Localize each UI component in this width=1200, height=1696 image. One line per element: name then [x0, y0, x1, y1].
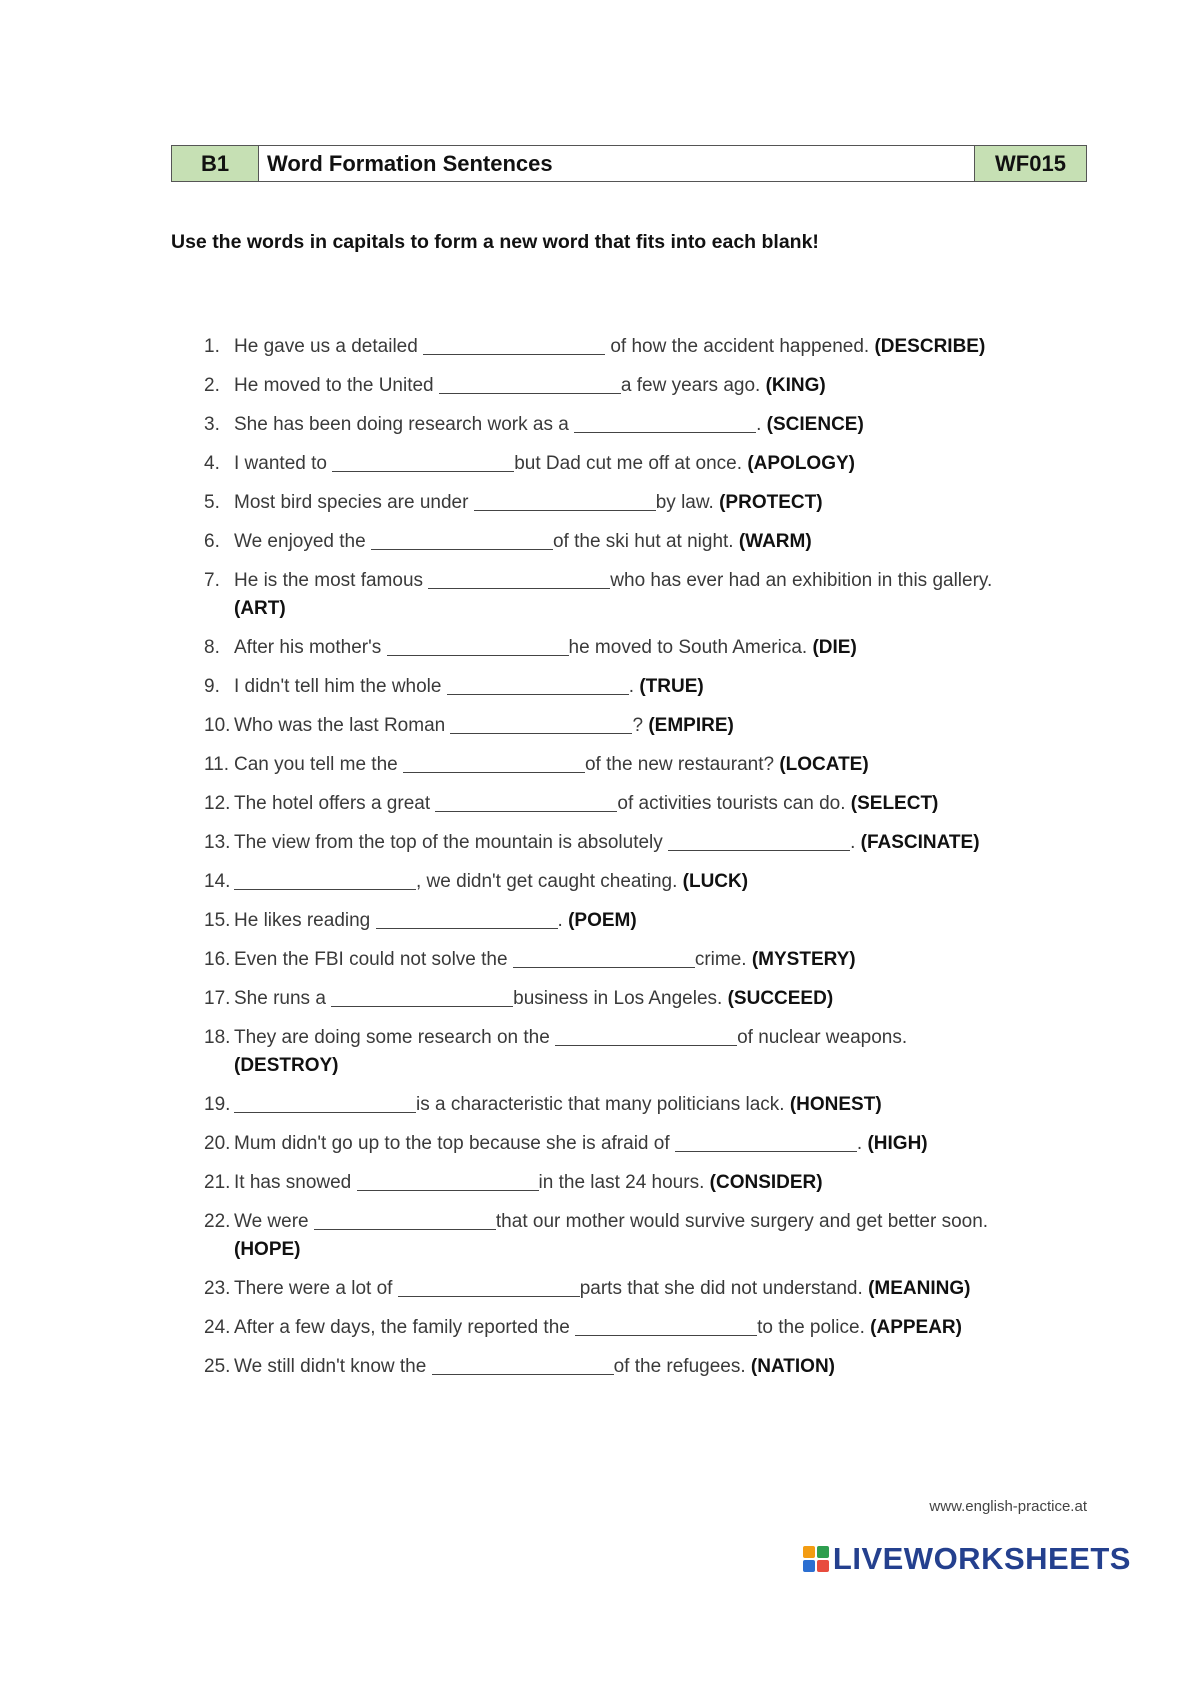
exercise-sentence — [234, 528, 1104, 556]
instructions: Use the words in capitals to form a new word that fits into each blank! — [171, 231, 819, 253]
sentence-before-text: They are doing some research on the — [234, 1027, 556, 1048]
sentence-after-text: is a characteristic that many politicians lack. — [416, 1094, 790, 1115]
answer-blank — [513, 949, 695, 968]
exercise-item — [204, 333, 1104, 361]
sentence-before-text: He moved to the United — [234, 375, 439, 396]
exercise-sentence — [234, 868, 1104, 896]
exercise-sentence — [234, 985, 1104, 1013]
answer-blank — [575, 1317, 757, 1336]
exercise-number: 10. — [204, 715, 231, 736]
logo-text: LIVEWORKSHEETS — [832, 1541, 1131, 1576]
exercise-item — [204, 1024, 1104, 1080]
keyword-word: (WARM) — [738, 531, 812, 552]
keyword-word: (MEANING) — [868, 1278, 971, 1299]
answer-blank — [376, 910, 558, 929]
sentence-after-text: . — [856, 1133, 868, 1154]
exercise-number: 14. — [204, 871, 231, 892]
keyword-word: (MYSTERY) — [751, 949, 856, 970]
answer-blank — [403, 754, 585, 773]
sentence-after-text: who has ever had an exhibition in this gallery. — [610, 570, 993, 591]
answer-blank — [439, 375, 621, 394]
sentence-after-text: . — [756, 414, 767, 435]
sentence-after-text: business in Los Angeles. — [513, 988, 728, 1009]
keyword-word: (FASCINATE) — [860, 832, 980, 853]
sentence-after-text: in the last 24 hours. — [538, 1172, 710, 1193]
exercise-item — [204, 829, 1104, 857]
logo-icon-block — [803, 1560, 815, 1572]
exercise-number: 19. — [204, 1094, 231, 1115]
sentence-after-text: but Dad cut me off at once. — [514, 453, 748, 474]
exercise-item — [204, 372, 1104, 400]
answer-blank — [435, 793, 617, 812]
sentence-after-text: of the refugees. — [613, 1356, 751, 1377]
liveworksheets-logo — [803, 1541, 1131, 1577]
exercise-number: 11. — [204, 754, 230, 775]
exercise-sentence — [234, 907, 1104, 935]
sentence-before-text: The hotel offers a great — [234, 793, 436, 814]
exercise-number: 1. — [204, 336, 220, 357]
keyword-word: (LUCK) — [682, 871, 749, 892]
keyword-word: (HIGH) — [867, 1133, 928, 1154]
exercise-item — [204, 489, 1104, 517]
exercise-number: 15. — [204, 910, 231, 931]
exercise-item — [204, 1275, 1104, 1303]
exercise-item — [204, 634, 1104, 662]
sentence-after-text: parts that she did not understand. — [579, 1278, 869, 1299]
sentence-before-text: After a few days, the family reported the — [234, 1317, 576, 1338]
exercise-number: 23. — [204, 1278, 231, 1299]
keyword-word: (DESTROY) — [234, 1055, 339, 1076]
exercise-item — [204, 712, 1104, 740]
exercise-item — [204, 528, 1104, 556]
sentence-before-text: Mum didn't go up to the top because she is afraid of — [234, 1133, 675, 1154]
exercise-sentence — [234, 489, 1104, 517]
keyword-word: (ART) — [234, 598, 286, 619]
answer-blank — [357, 1172, 539, 1191]
exercise-sentence-continued — [234, 595, 1104, 623]
exercise-item — [204, 1169, 1104, 1197]
sentence-after-text: of how the accident happened. — [605, 336, 875, 357]
keyword-word: (SCIENCE) — [766, 414, 864, 435]
sentence-after-text: a few years ago. — [620, 375, 766, 396]
exercise-item — [204, 673, 1104, 701]
exercise-number: 22. — [204, 1211, 231, 1232]
answer-blank — [314, 1211, 496, 1230]
answer-blank — [555, 1027, 737, 1046]
sentence-before-text: The view from the top of the mountain is absolutely — [234, 832, 669, 853]
answer-blank — [332, 453, 514, 472]
exercise-sentence — [234, 790, 1104, 818]
answer-blank — [234, 871, 416, 890]
answer-blank — [387, 637, 569, 656]
exercise-item — [204, 411, 1104, 439]
sentence-before-text: It has snowed — [234, 1172, 357, 1193]
sentence-before-text: We still didn't know the — [234, 1356, 432, 1377]
answer-blank — [447, 676, 629, 695]
exercise-number: 5. — [204, 492, 220, 513]
sentence-after-text: crime. — [694, 949, 752, 970]
exercise-number: 9. — [204, 676, 220, 697]
exercise-item — [204, 1130, 1104, 1158]
exercise-number: 13. — [204, 832, 231, 853]
logo-icon-block — [817, 1560, 829, 1572]
exercise-sentence — [234, 829, 1104, 857]
sentence-after-text: of the ski hut at night. — [552, 531, 739, 552]
exercise-sentence — [234, 1208, 1104, 1236]
exercise-item — [204, 790, 1104, 818]
worksheet-title: Word Formation Sentences — [259, 146, 975, 181]
answer-blank — [234, 1094, 416, 1113]
keyword-word: (PROTECT) — [719, 492, 823, 513]
exercise-number: 18. — [204, 1027, 231, 1048]
exercise-sentence — [234, 1024, 1104, 1052]
exercise-number: 25. — [204, 1356, 231, 1377]
exercise-sentence — [234, 1353, 1104, 1381]
exercise-sentence — [234, 567, 1104, 595]
worksheet-code: WF015 — [975, 146, 1086, 181]
exercise-number: 12. — [204, 793, 231, 814]
answer-blank — [450, 715, 632, 734]
exercise-sentence — [234, 751, 1104, 779]
sentence-after-text: ? — [632, 715, 649, 736]
sentence-before-text: Can you tell me the — [234, 754, 403, 775]
sentence-before-text: We enjoyed the — [234, 531, 371, 552]
footer-url: www.english-practice.at — [929, 1498, 1087, 1515]
sentence-after-text: . — [850, 832, 861, 853]
sentence-before-text: Even the FBI could not solve the — [234, 949, 513, 970]
sentence-before-text: He likes reading — [234, 910, 376, 931]
exercise-item — [204, 946, 1104, 974]
worksheet-header-table — [171, 145, 1087, 182]
sentence-before-text: He gave us a detailed — [234, 336, 424, 357]
keyword-word: (SUCCEED) — [727, 988, 834, 1009]
sentence-before-text: He is the most famous — [234, 570, 429, 591]
sentence-after-text: of nuclear weapons. — [737, 1027, 908, 1048]
sentence-after-text: of the new restaurant? — [584, 754, 780, 775]
sentence-after-text: to the police. — [757, 1317, 871, 1338]
keyword-word: (NATION) — [750, 1356, 835, 1377]
logo-icon-block — [817, 1546, 829, 1558]
answer-blank — [371, 531, 553, 550]
exercise-number: 7. — [204, 570, 220, 591]
keyword-word: (HONEST) — [789, 1094, 882, 1115]
exercise-sentence — [234, 333, 1104, 361]
sentence-before-text: There were a lot of — [234, 1278, 398, 1299]
exercise-number: 4. — [204, 453, 220, 474]
exercise-item — [204, 1208, 1104, 1264]
keyword-word: (APOLOGY) — [747, 453, 855, 474]
sentence-after-text: that our mother would survive surgery and get better soon. — [495, 1211, 989, 1232]
answer-blank — [331, 988, 513, 1007]
keyword-word: (TRUE) — [639, 676, 704, 697]
liveworksheets-logo-icon — [803, 1546, 829, 1572]
exercise-item — [204, 450, 1104, 478]
exercise-sentence — [234, 1169, 1104, 1197]
keyword-word: (LOCATE) — [779, 754, 869, 775]
exercise-item — [204, 907, 1104, 935]
logo-icon-block — [803, 1546, 815, 1558]
answer-blank — [423, 336, 605, 355]
exercise-number: 8. — [204, 637, 220, 658]
exercise-number: 21. — [204, 1172, 231, 1193]
exercise-item — [204, 985, 1104, 1013]
exercise-item — [204, 1353, 1104, 1381]
sentence-before-text: I didn't tell him the whole — [234, 676, 447, 697]
sentence-after-text: . — [628, 676, 640, 697]
sentence-after-text: he moved to South America. — [568, 637, 813, 658]
keyword-word: (SELECT) — [850, 793, 939, 814]
keyword-word: (KING) — [765, 375, 826, 396]
answer-blank — [574, 414, 756, 433]
exercise-item — [204, 751, 1104, 779]
exercise-number: 16. — [204, 949, 231, 970]
answer-blank — [474, 492, 656, 511]
exercise-number: 6. — [204, 531, 220, 552]
keyword-word: (POEM) — [568, 910, 637, 931]
exercise-sentence — [234, 411, 1104, 439]
exercise-number: 3. — [204, 414, 220, 435]
keyword-word: (APPEAR) — [870, 1317, 962, 1338]
exercise-number: 20. — [204, 1133, 231, 1154]
exercise-sentence — [234, 1314, 1104, 1342]
sentence-before-text: We were — [234, 1211, 314, 1232]
sentence-before-text: Who was the last Roman — [234, 715, 451, 736]
sentence-before-text: Most bird species are under — [234, 492, 474, 513]
sentence-before-text: After his mother's — [234, 637, 387, 658]
exercise-sentence — [234, 372, 1104, 400]
sentence-before-text: I wanted to — [234, 453, 333, 474]
exercise-number: 17. — [204, 988, 231, 1009]
exercise-item — [204, 1314, 1104, 1342]
exercise-sentence — [234, 946, 1104, 974]
sentence-before-text: She runs a — [234, 988, 332, 1009]
answer-blank — [675, 1133, 857, 1152]
exercise-sentence — [234, 634, 1104, 662]
exercise-sentence — [234, 450, 1104, 478]
exercise-sentence — [234, 1275, 1104, 1303]
sentence-after-text: . — [557, 910, 569, 931]
exercise-item — [204, 567, 1104, 623]
exercise-number: 2. — [204, 375, 220, 396]
keyword-word: (CONSIDER) — [709, 1172, 823, 1193]
answer-blank — [668, 832, 850, 851]
exercise-sentence — [234, 1130, 1104, 1158]
sentence-before-text: She has been doing research work as a — [234, 414, 575, 435]
answer-blank — [398, 1278, 580, 1297]
level-cell: B1 — [172, 146, 259, 181]
exercise-sentence — [234, 712, 1104, 740]
answer-blank — [428, 570, 610, 589]
exercise-item — [204, 1091, 1104, 1119]
sentence-after-text: of activities tourists can do. — [617, 793, 851, 814]
exercise-sentence — [234, 673, 1104, 701]
exercise-number: 24. — [204, 1317, 231, 1338]
keyword-word: (DIE) — [812, 637, 857, 658]
sentence-after-text: by law. — [655, 492, 720, 513]
keyword-word: (HOPE) — [234, 1239, 301, 1260]
answer-blank — [432, 1356, 614, 1375]
exercise-item — [204, 868, 1104, 896]
sentence-after-text: , we didn't get caught cheating. — [416, 871, 683, 892]
exercise-sentence — [234, 1091, 1104, 1119]
keyword-word: (EMPIRE) — [648, 715, 734, 736]
exercise-sentence-continued — [234, 1052, 1104, 1080]
exercise-sentence-continued — [234, 1236, 1104, 1264]
keyword-word: (DESCRIBE) — [874, 336, 986, 357]
exercise-list — [204, 333, 1104, 1392]
